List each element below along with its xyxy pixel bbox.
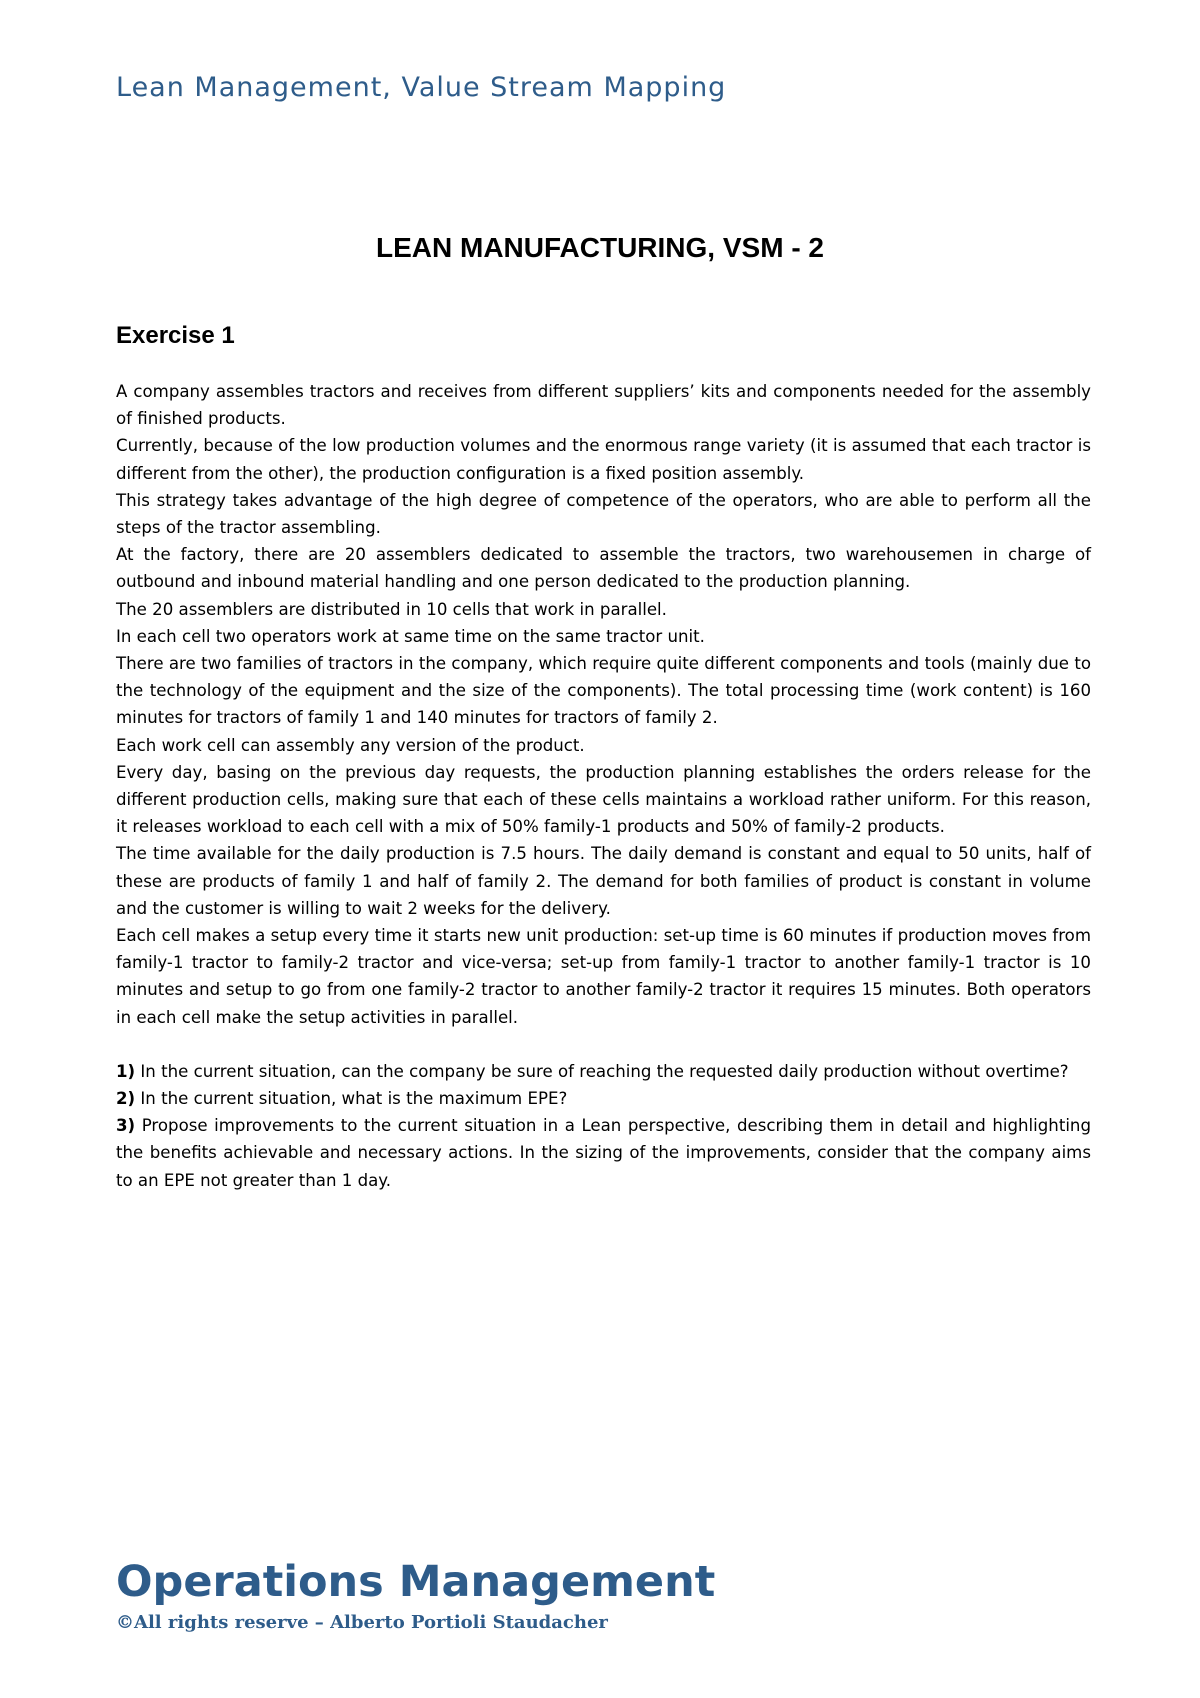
question-number: 1) [116, 1061, 136, 1081]
paragraph: There are two families of tractors in the company, which require quite different components and tools (mainly due to the technology of the equipment and the size of the components). The total processing time (work content) is 160 minutes for tractors of family 1 and 140 minutes for tractors of family 2. [116, 654, 1091, 728]
exercise-heading: Exercise 1 [116, 322, 235, 349]
paragraph: At the factory, there are 20 assemblers dedicated to assemble the tractors, two warehousemen in charge of outbound and inbound material handling and one person dedicated to the production planning. [116, 545, 1091, 592]
paragraph: The 20 assemblers are distributed in 10 cells that work in parallel. [116, 599, 667, 619]
question-2 [116, 1085, 1091, 1112]
question-text: Propose improvements to the current situation in a Lean perspective, describing them in detail and highlighting the benefits achievable and necessary actions. In the sizing of the improvements, consider that the company aims to an EPE not greater than 1 day. [116, 1116, 1091, 1190]
question-number: 2) [116, 1089, 136, 1109]
question-3 [116, 1112, 1091, 1194]
paragraph: The time available for the daily production is 7.5 hours. The daily demand is constant and equal to 50 units, half of these are products of family 1 and half of family 2. The demand for both families of product is constant in volume and the customer is willing to wait 2 weeks for the delivery. [116, 844, 1091, 918]
question-text: In the current situation, can the company be sure of reaching the requested daily production without overtime? [135, 1061, 1069, 1081]
exercise-body [116, 378, 1091, 1194]
question-text: In the current situation, what is the maximum EPE? [135, 1089, 568, 1109]
paragraph: In each cell two operators work at same time on the same tractor unit. [116, 626, 705, 646]
paragraph: Currently, because of the low production volumes and the enormous range variety (it is assumed that each tractor is different from the other), the production configuration is a fixed position assembly. [116, 436, 1091, 483]
spacer [116, 1031, 1091, 1058]
paragraph: Every day, basing on the previous day requests, the production planning establishes the orders release for the different production cells, making sure that each of these cells maintains a workload rather uniform. For this reason, it releases workload to each cell with a mix of 50% family-1 products and 50% of family-2 products. [116, 762, 1091, 837]
paragraph: This strategy takes advantage of the high degree of competence of the operators, who are able to perform all the steps of the tractor assembling. [116, 490, 1091, 538]
document-title: LEAN MANUFACTURING, VSM - 2 [376, 232, 824, 263]
paragraph: Each cell makes a setup every time it starts new unit production: set-up time is 60 minutes if production moves from family-1 tractor to family-2 tractor and vice-versa; set-up from family-1 tractor to another family-1 tractor is 10 minutes and setup to go from one family-2 tractor to another family-2 tractor it requires 15 minutes. Both operators in each cell make the setup activities in parallel. [116, 926, 1091, 1027]
question-1 [116, 1058, 1091, 1085]
header-title: Lean Management, Value Stream Mapping [116, 72, 727, 103]
footer-title: Operations Management [116, 1557, 716, 1607]
footer-copyright: ©All rights reserve – Alberto Portioli Staudacher [116, 1612, 608, 1633]
question-number: 3) [116, 1116, 136, 1136]
paragraph: A company assembles tractors and receives from different suppliers’ kits and components needed for the assembly of finished products. [116, 382, 1091, 429]
paragraph: Each work cell can assembly any version of the product. [116, 735, 585, 755]
